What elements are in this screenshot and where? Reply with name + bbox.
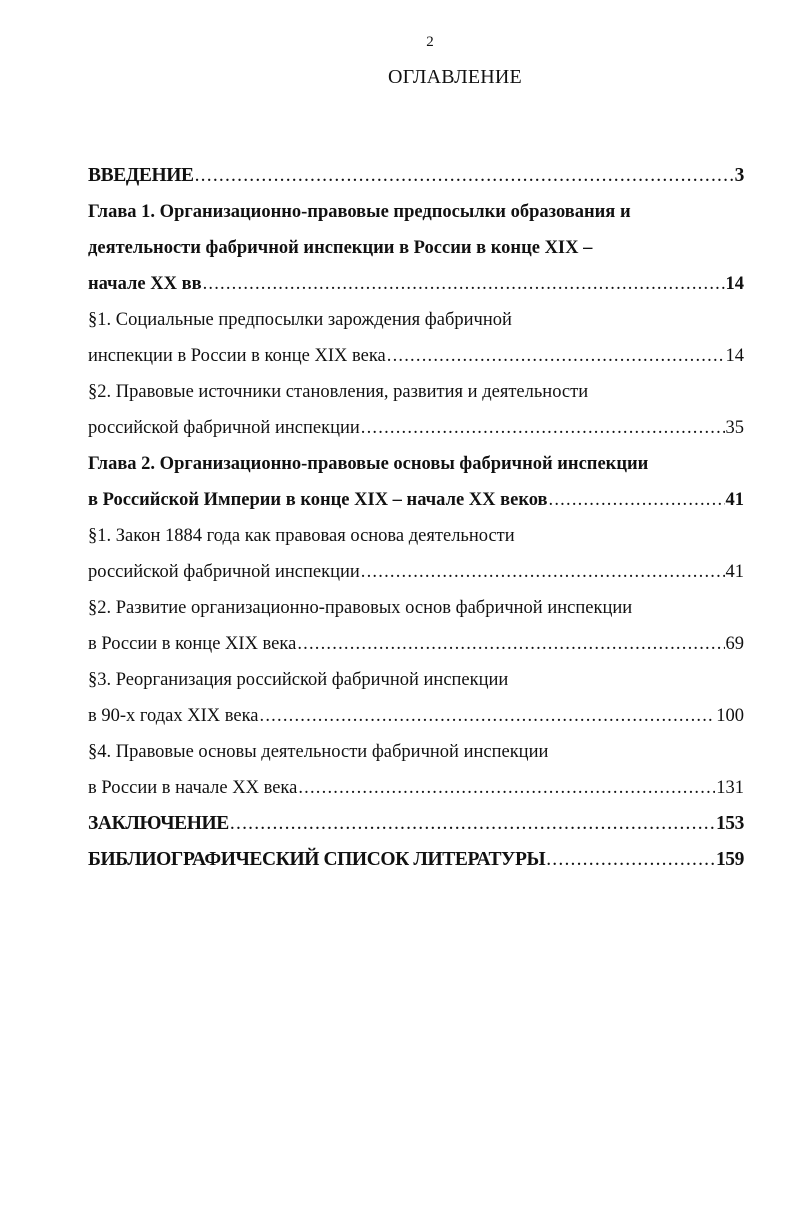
- toc-entry-page: 159: [715, 849, 744, 870]
- toc-entry-introduction[interactable]: [88, 158, 744, 194]
- dot-leader: [260, 706, 716, 727]
- dot-leader: [361, 562, 725, 583]
- toc-entry-label: в 90-х годах XIX века: [88, 705, 259, 726]
- toc-entry-label: Глава 2. Организационно-правовые основы фабричной инспекции: [88, 453, 649, 474]
- dot-leader: [203, 274, 725, 295]
- dot-leader: [546, 849, 715, 871]
- toc-entry-page: 41: [725, 561, 744, 582]
- toc-entry-page: 35: [725, 417, 744, 438]
- toc-section-2-1-line-2[interactable]: [88, 554, 744, 590]
- toc-section-2-2-line-2[interactable]: [88, 626, 744, 662]
- toc-entry-page: 3: [734, 165, 744, 186]
- toc-entry-page: 69: [725, 633, 744, 654]
- toc-entry-label: БИБЛИОГРАФИЧЕСКИЙ СПИСОК ЛИТЕРАТУРЫ: [88, 849, 546, 870]
- toc-entry-page: 41: [725, 489, 744, 510]
- toc-entry-page: 14: [725, 345, 744, 366]
- toc-section-1-1-line-2[interactable]: [88, 338, 744, 374]
- page-number: 2: [426, 34, 434, 50]
- toc-section-2-1-line-1[interactable]: [88, 518, 744, 554]
- toc-chapter-2-line-2[interactable]: [88, 482, 744, 518]
- toc-chapter-1-line-2[interactable]: [88, 230, 744, 266]
- toc-section-2-4-line-1[interactable]: [88, 734, 744, 770]
- toc-section-2-3-line-2[interactable]: [88, 698, 744, 734]
- toc-section-1-1-line-1[interactable]: [88, 302, 744, 338]
- toc-entry-label: российской фабричной инспекции: [88, 417, 360, 438]
- toc-title: ОГЛАВЛЕНИЕ: [388, 66, 522, 88]
- toc-entry-conclusion[interactable]: [88, 806, 744, 842]
- toc-entry-label: в России в конце XIX века: [88, 633, 297, 654]
- toc-entry-label: ВВЕДЕНИЕ: [88, 165, 194, 186]
- dot-leader: [297, 634, 724, 655]
- toc-entry-page: 14: [725, 273, 744, 294]
- toc-entry-label: Глава 1. Организационно-правовые предпосылки образования и: [88, 201, 631, 222]
- toc-section-1-2-line-1[interactable]: [88, 374, 744, 410]
- toc-section-2-2-line-1[interactable]: [88, 590, 744, 626]
- toc-entry-label: §2. Правовые источники становления, развития и деятельности: [88, 381, 589, 402]
- toc-chapter-1-line-3[interactable]: [88, 266, 744, 302]
- toc-entry-label: ЗАКЛЮЧЕНИЕ: [88, 813, 229, 834]
- dot-leader: [230, 813, 715, 835]
- dot-leader: [298, 778, 715, 799]
- toc-section-2-4-line-2[interactable]: [88, 770, 744, 806]
- toc-chapter-2-line-1[interactable]: [88, 446, 744, 482]
- toc-entry-label: начале XX вв: [88, 273, 202, 294]
- table-of-contents: [88, 158, 744, 878]
- toc-entry-label: §1. Социальные предпосылки зарождения фабричной: [88, 309, 512, 330]
- toc-entry-label: в России в начале XX века: [88, 777, 298, 798]
- toc-entry-label: §4. Правовые основы деятельности фабричной инспекции: [88, 741, 549, 762]
- toc-entry-label: российской фабричной инспекции: [88, 561, 360, 582]
- dot-leader: [361, 418, 725, 439]
- toc-entry-label: в Российской Империи в конце XIX – начале XX веков: [88, 489, 548, 510]
- toc-entry-label: инспекции в России в конце XIX века: [88, 345, 386, 366]
- toc-entry-label: деятельности фабричной инспекции в России в конце XIX –: [88, 237, 593, 258]
- toc-entry-page: 100: [716, 705, 744, 726]
- toc-entry-label: §1. Закон 1884 года как правовая основа деятельности: [88, 525, 515, 546]
- toc-entry-bibliography[interactable]: [88, 842, 744, 878]
- dot-leader: [549, 490, 725, 511]
- toc-entry-label: §2. Развитие организационно-правовых основ фабричной инспекции: [88, 597, 633, 618]
- dot-leader: [195, 165, 734, 187]
- toc-entry-page: 131: [716, 777, 744, 798]
- toc-section-1-2-line-2[interactable]: [88, 410, 744, 446]
- dot-leader: [387, 346, 725, 367]
- toc-entry-page: 153: [715, 813, 744, 834]
- toc-section-2-3-line-1[interactable]: [88, 662, 744, 698]
- toc-chapter-1-line-1[interactable]: [88, 194, 744, 230]
- toc-entry-label: §3. Реорганизация российской фабричной инспекции: [88, 669, 509, 690]
